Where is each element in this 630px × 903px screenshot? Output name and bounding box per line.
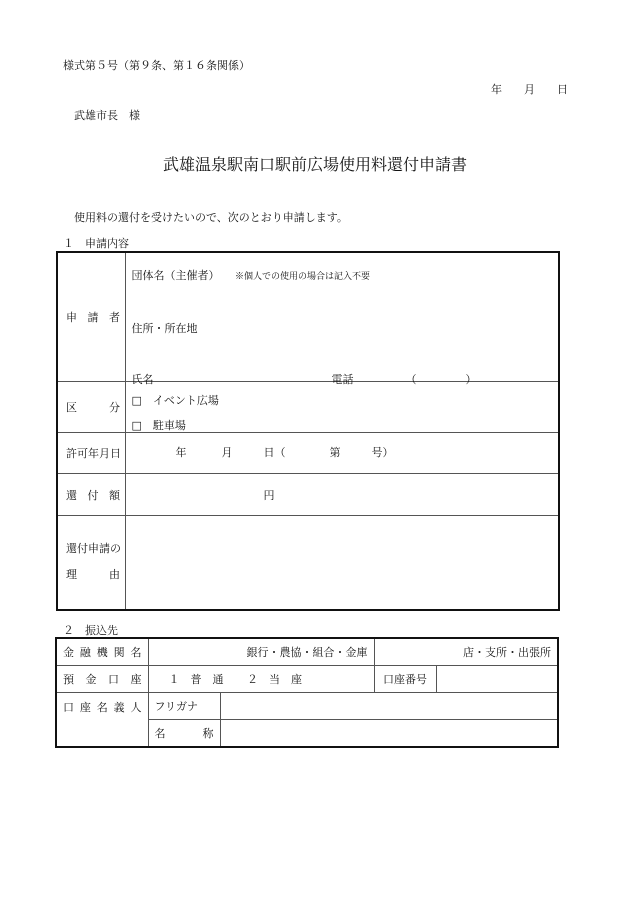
section2-heading: ２ 振込先 [63, 624, 118, 637]
permit-month-label: 月 [221, 446, 233, 459]
group-note: ※個人での使用の場合は記入不要 [235, 272, 371, 282]
permit-date-label [57, 433, 125, 474]
branch-types-text: 店・支所・出張所 [463, 646, 551, 659]
refund-amount-label [57, 474, 125, 516]
deposit-label-char: 座 [130, 673, 142, 686]
option-ordinary[interactable]: １ 普 通 [168, 673, 224, 686]
reason-label-char: 理 [66, 568, 77, 582]
refund-label-char: 還 [66, 488, 77, 502]
applicant-label-char: 請 [87, 311, 99, 324]
address-label: 住所・所在地 [131, 322, 198, 335]
furigana-field[interactable] [220, 693, 558, 720]
applicant-label [57, 252, 125, 382]
refund-label-char: 付 [87, 488, 99, 502]
date-month-label: 月 [524, 83, 535, 96]
option-current[interactable]: ２ 当 座 [247, 673, 302, 686]
account-number-label-text: 口座番号 [383, 673, 427, 686]
refund-amount-field[interactable] [125, 474, 559, 516]
group-name-label: 団体名（主催者） [131, 269, 220, 282]
addressee: 武雄市長 様 [74, 109, 140, 122]
bank-type-field[interactable] [148, 638, 374, 666]
bank-label-char: 関 [113, 646, 125, 659]
reason-label-line1: 還付申請の [66, 542, 121, 556]
form-number: 様式第５号（第９条、第１６条関係） [63, 59, 250, 72]
holder-name-field[interactable] [220, 720, 558, 748]
page-title: 武雄温泉駅南口駅前広場使用料還付申請書 [162, 155, 467, 174]
applicant-label-char: 申 [66, 311, 77, 324]
date-year-label: 年 [491, 83, 502, 96]
bank-label-char: 機 [96, 646, 108, 659]
phone-open-paren: （ [405, 373, 417, 386]
deposit-label-char: 口 [108, 673, 119, 686]
reason-label-char: 由 [109, 568, 120, 582]
holder-label-char: 義 [113, 701, 125, 714]
option-event-plaza[interactable]: □ イベント広場 [131, 394, 219, 407]
category-field [125, 382, 559, 433]
account-number-label [374, 666, 436, 693]
deposit-account-label [56, 666, 148, 693]
bank-label-char: 融 [79, 646, 91, 659]
permit-year-label: 年 [175, 446, 187, 459]
permit-day-label: 日（ [263, 446, 286, 459]
application-table [56, 251, 560, 611]
phone-close-paren: ） [465, 373, 477, 386]
permit-go-label: 号） [371, 446, 394, 459]
transfer-table [55, 637, 559, 748]
applicant-field[interactable] [125, 252, 559, 386]
category-label-char: 分 [109, 401, 120, 414]
furigana-label [148, 693, 220, 720]
permit-date-label-text: 許可年月日 [66, 447, 121, 460]
category-label [57, 382, 125, 433]
holder-label-char: 口 [63, 701, 74, 714]
deposit-label-char: 金 [85, 673, 97, 686]
account-type-field[interactable] [148, 666, 374, 693]
furigana-label-text: フリガナ [154, 700, 198, 713]
reason-label [57, 516, 125, 610]
holder-label-char: 座 [79, 701, 91, 714]
bank-types-text: 銀行・農協・組合・金庫 [246, 646, 368, 659]
account-holder-label [56, 693, 148, 748]
holder-name-label [148, 720, 220, 748]
holder-label-char: 人 [130, 701, 142, 714]
holder-label-char: 名 [96, 701, 108, 714]
refund-label-char: 額 [109, 488, 120, 502]
bank-label-char: 名 [130, 646, 142, 659]
bank-label-char: 金 [63, 646, 74, 659]
intro-text: 使用料の還付を受けたいので、次のとおり申請します。 [74, 211, 348, 224]
holder-name-label-char: 名 [154, 727, 166, 740]
section1-heading: １ 申請内容 [63, 237, 129, 250]
applicant-label-char: 者 [109, 311, 120, 324]
category-label-char: 区 [66, 401, 77, 414]
branch-field[interactable] [374, 638, 558, 666]
bank-name-label [56, 638, 148, 666]
permit-dai-label: 第 [329, 446, 341, 459]
deposit-label-char: 預 [63, 673, 74, 686]
phone-label: 電話 [331, 373, 354, 386]
holder-name-label-char: 称 [202, 727, 214, 740]
yen-unit: 円 [263, 488, 275, 502]
option-parking[interactable]: □ 駐車場 [131, 419, 186, 432]
date-line [491, 84, 568, 95]
date-day-label: 日 [557, 83, 568, 96]
permit-date-field[interactable] [125, 433, 559, 474]
account-number-field[interactable] [436, 666, 558, 693]
reason-field[interactable] [125, 516, 559, 610]
name-label: 氏名 [131, 373, 154, 386]
